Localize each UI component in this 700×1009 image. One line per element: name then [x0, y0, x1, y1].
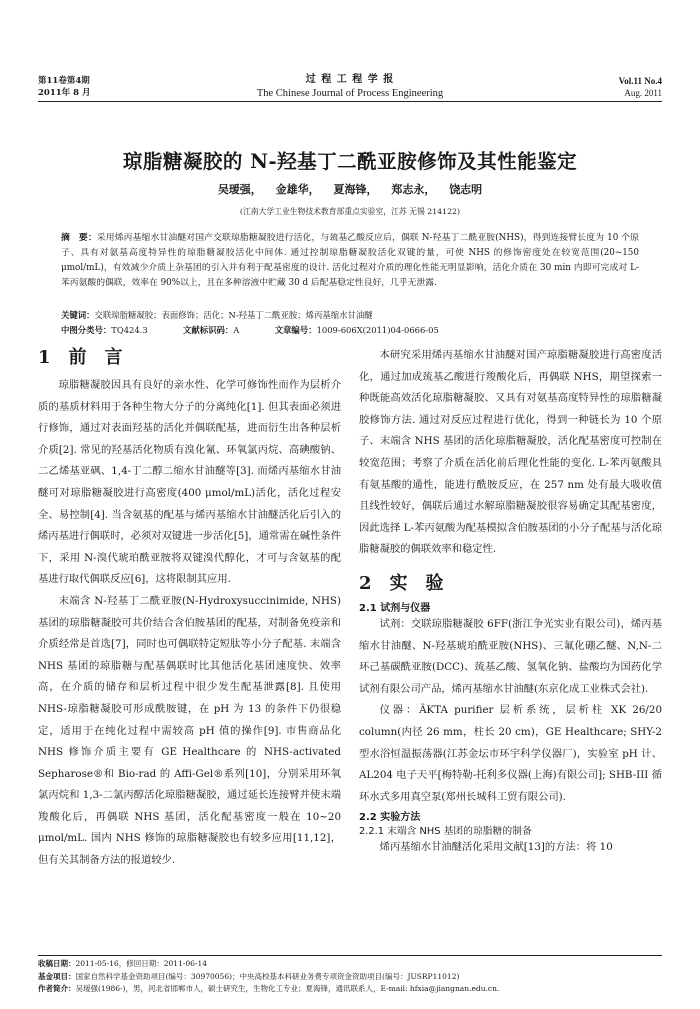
paragraph: 本研究采用烯丙基缩水甘油醚对国产琼脂糖凝胶进行高密度活化，通过加成巯基乙酸进行羧酸化后，再偶联 NHS，期望探索一种既能高效活化琼脂糖凝胶、又具有对氨基高度特异性的琼脂糖凝胶修饰方法. 通过对反应过程进行优化，得到一种链长为 10 个原子、末端含 NHS 基团的活化琼脂糖凝胶，活化配基密度可控制在较宽范围；考察了介质在活化前后理化性能的变化. L-苯丙氨酸具有氨基酸的通性，能进行酰胺反应，在 257 nm 处有最大吸收值且线性较好，偶联后通过水解琼脂糖凝胶很容易确定其配基密度，因此选择 L-苯丙氨酸为配基模拟含伯胺基团的小分子配基与活化琼脂糖凝胶的偶联效率和稳定性.: [359, 349, 662, 556]
article-no-value: 1009-606X(2011)04-0666-05: [316, 325, 439, 335]
footnote: [38, 958, 662, 996]
header-date-en: Aug. 2011: [624, 88, 662, 98]
paragraph: 仪器：ÄKTA purifier 层析系统，层析柱 XK 26/20 column(内径 26 mm，柱长 20 cm)，GE Healthcare; SHY-2 型水浴恒温振荡器(江苏金坛市环宇科学仪器厂)，实验室 pH 计、AL204 电子天平[梅特勒-托利多仪器(上海)有限公司]; SHB-III 循环水式多用真空泵(郑州长城科工贸有限公司).: [359, 704, 662, 803]
abstract-label: 摘 要：: [61, 233, 97, 243]
right-column: [359, 345, 662, 859]
header-volume-cn: 第11卷第4期: [38, 76, 90, 86]
paragraph: 试剂：交联琼脂糖凝胶 6FF(浙江争光实业有限公司)，烯丙基缩水甘油醚、N-羟基琥珀酰亚胺(NHS)、三氟化硼乙醚、N,N-二环己基碳酰亚胺(DCC)、巯基乙酸、氢氧化钠、盐酸均为国药化学试剂有限公司产品，烯丙基缩水甘油醚(东京化成工业株式会社).: [359, 617, 662, 695]
author-list: [0, 181, 700, 197]
left-column: [38, 343, 341, 872]
abstract: [61, 231, 639, 291]
footnote-rule: [38, 955, 662, 956]
author-name: 郑志永，: [391, 183, 436, 196]
classification-line: [61, 323, 639, 338]
affiliation: (江南大学工业生物技术教育部重点实验室，江苏 无锡 214122): [239, 207, 461, 216]
clc-label: 中图分类号：: [61, 325, 112, 335]
section-heading: 1 前 言: [38, 347, 123, 368]
footnote-author: 作者简介：吴瑷强(1986-)，男，河北省邯郸市人，硕士研究生，生物化工专业；夏海锋，通讯联系人，E-mail: hfxia@jiangnan.edu.cn.: [38, 984, 500, 993]
subsubsection-heading: 2.2.1 末端含 NHS 基团的琼脂糖的制备: [359, 826, 532, 838]
paragraph: 末端含 N-羟基丁二酰亚胺(N-Hydroxysuccinimide, NHS)基团的琼脂糖凝胶可共价结合含伯胺基团的配基，对制备免疫亲和介质经常是首选[7]，同时也可偶联特定短肽等小分子配基. 末端含 NHS 基团的琼脂糖与配基偶联时比其他活化基团速度快、效率高，在介质的储存和层析过程中很少发生配基泄露[8]. 且使用 NHS-琼脂糖凝胶可形成酰胺键，在 pH 为 13 的条件下仍很稳定，适用于在纯化过程中需较高 pH 值的操作[9]. 市售商品化 NHS 修饰介质主要有 GE Healthcare 的 NHS-activated Sepharose®和 Bio-rad 的 Affi-Gel®系列[10]，分别采用环氧氯丙烷和 1,3-二氯丙醇活化琼脂糖凝胶，通过延长连接臂并使末端羧酸化后，再偶联 NHS 基团，活化配基密度一般在 10~20 μmol/mL. 国内 NHS 修饰的琼脂糖凝胶也有较多应用[11,12]，但有关其制备方法的报道较少.: [38, 594, 341, 867]
subsection-heading: 2.1 试剂与仪器: [359, 602, 431, 614]
section1-body: [38, 375, 341, 872]
article-title: 琼脂糖凝胶的 N-羟基丁二酰亚胺修饰及其性能鉴定: [122, 150, 578, 173]
keywords: [61, 308, 639, 323]
author-name: 饶志明: [449, 183, 483, 196]
subsection-heading: 2.2 实验方法: [359, 812, 421, 824]
section-heading: 2 实 验: [359, 572, 444, 594]
header-volume-en: Vol.11 No.4: [618, 76, 662, 86]
paragraph: 琼脂糖凝胶因具有良好的亲水性、化学可修饰性而作为层析介质的基质材料用于各种生物大分子的分离纯化[1]. 但其表面必须进行修饰，通过对表面羟基的活化并偶联配基，进而衍生出各种层析介质[2]. 常见的羟基活化物质有溴化氰、环氧氯丙烷、高碘酸钠、二乙烯基亚砜、1,4-丁二醇二缩水甘油醚等[3]. 而烯丙基缩水甘油醚可对琼脂糖凝胶进行高密度(400 μmol/mL)活化，活化过程安全、易控制[4]. 当含氨基的配基与烯丙基缩水甘油醚活化后引入的烯丙基进行偶联时，必须对双键进一步活化[5]，通常需在碱性条件下，采用 N-溴代琥珀酰亚胺将双键溴代醇化，才可与含氨基的配基进行取代偶联反应[6]，这将限制其应用.: [38, 379, 341, 586]
keywords-text: 交联琼脂糖凝胶；表面修饰；活化；N-羟基丁二酰亚胺；烯丙基缩水甘油醚: [94, 310, 373, 320]
footnote-fund: 基金项目：国家自然科学基金资助项目(编号：30970056)；中央高校基本科研业务费专项资金资助项目(编号：JUSRP11012): [38, 971, 460, 981]
paragraph: 烯丙基缩水甘油醚活化采用文献[13]的方法：将 10: [379, 841, 613, 854]
section1-continued: [359, 345, 662, 561]
header-date-cn: 2011年 8 月: [38, 88, 91, 98]
header-rule: [38, 101, 662, 102]
doc-code-value: A: [233, 325, 240, 335]
author-name: 夏海锋，: [333, 183, 378, 196]
method-body: [359, 837, 662, 859]
article-no-label: 文章编号：: [274, 325, 317, 335]
journal-title-cn: 过 程 工 程 学 报: [305, 74, 395, 85]
section2-body: [359, 614, 662, 808]
footnote-received: 收稿日期：2011-05-16，修回日期：2011-06-14: [38, 959, 207, 968]
keywords-label: 关键词：: [61, 310, 95, 320]
clc-value: TQ424.3: [111, 325, 148, 335]
abstract-text: 采用烯丙基缩水甘油醚对国产交联琼脂糖凝胶进行活化，与巯基乙酸反应后，偶联 N-羟基丁二酰亚胺(NHS)，得到连接臂长度为 10 个原子、具有对氨基高度特异性的琼脂糖凝胶活化中间体. 通过控制琼脂糖凝胶活化双键的量，可使 NHS 的修饰密度处在较宽范围(20~150 μmol/mL)，有效减少介质上杂基团的引入并有利于配基密度的设计. 活化过程对介质的理化性能无明显影响，活化介质在 30 min 内即可完成对 L-苯丙氨酸的偶联，效率在 90%以上，且在多种溶液中贮藏 30 d 后配基稳定性良好，几乎无泄露.: [61, 233, 639, 288]
author-name: 金雄华，: [275, 183, 320, 196]
doc-code-label: 文献标识码：: [183, 325, 234, 335]
journal-title-en: The Chinese Journal of Process Engineering: [256, 88, 444, 99]
author-name: 吴瑷强，: [217, 183, 262, 196]
